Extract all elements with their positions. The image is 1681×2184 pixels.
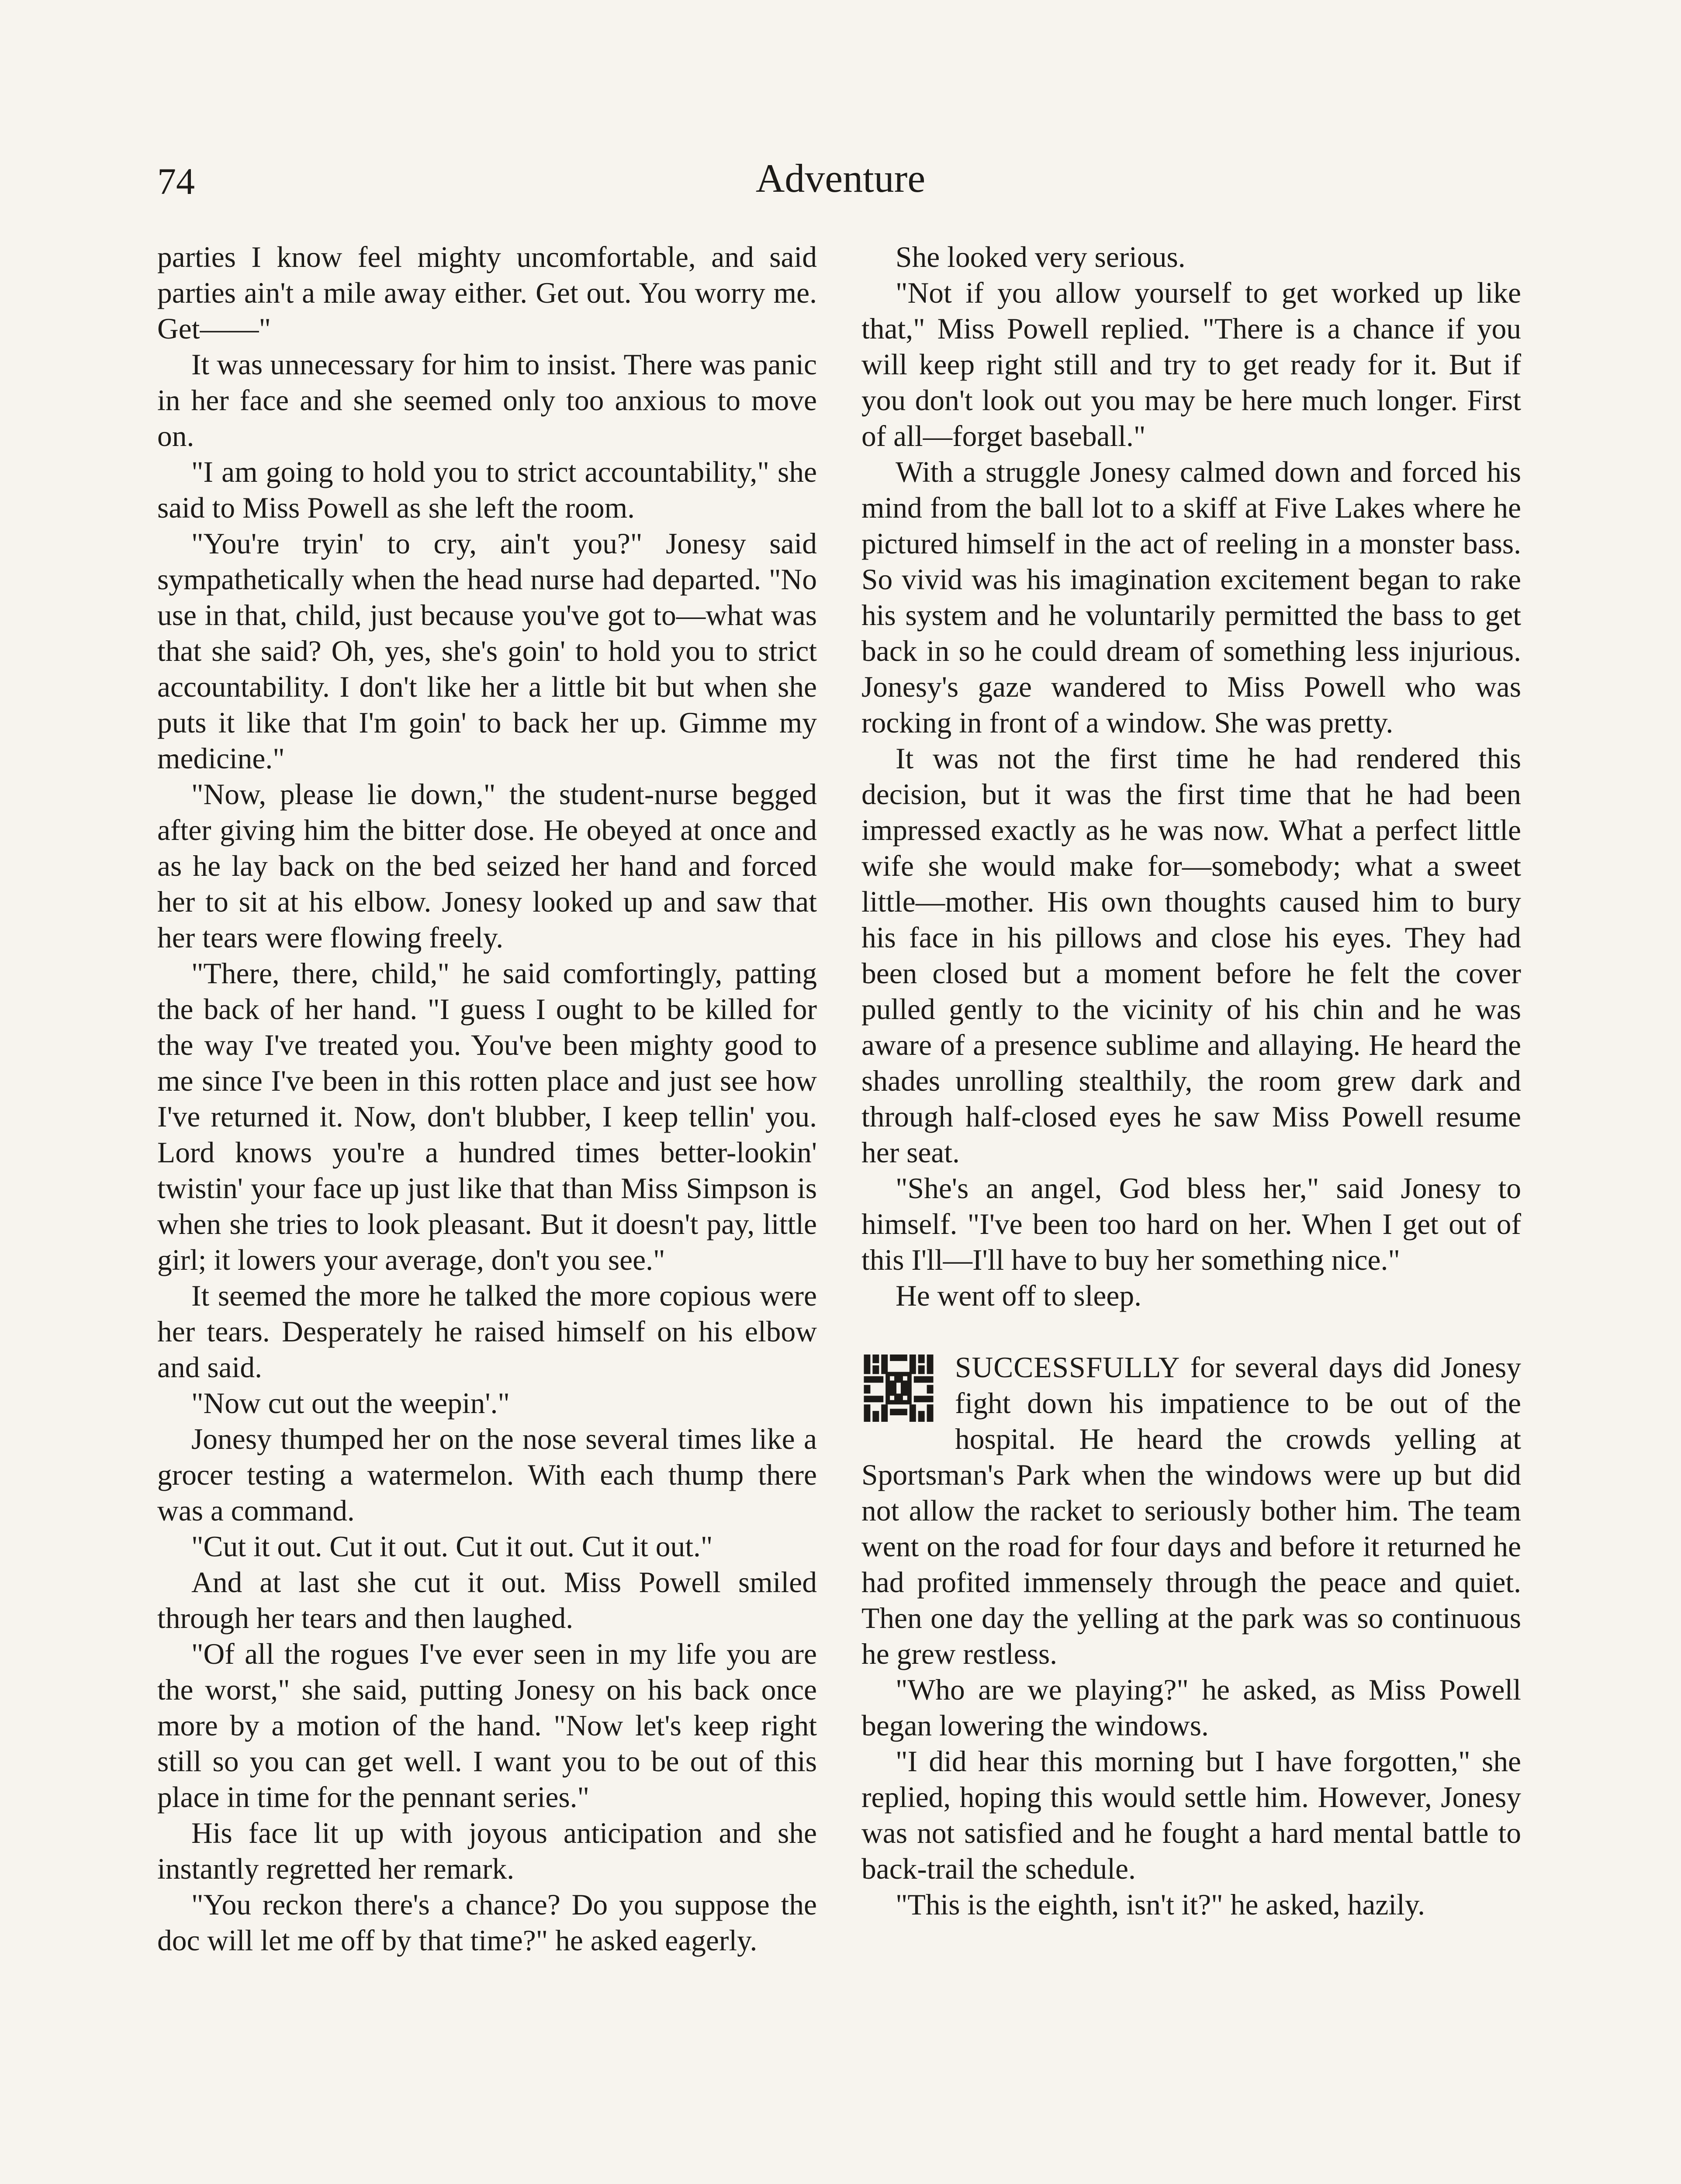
paragraph: "I did hear this morning but I have forgotten," she replied, hoping this would settle him. However, Jonesy was not satisfied and he fought a hard mental battle to back-trail the schedule. xyxy=(861,1745,1521,1885)
paragraph: Jonesy thumped her on the nose several times like a grocer testing a watermelon. With each thump there was a command. xyxy=(157,1423,817,1527)
ornament-icon xyxy=(861,1352,936,1424)
section-lead-paragraph xyxy=(861,1350,1521,1672)
section-break xyxy=(861,1314,1521,1350)
paragraph: "I am going to hold you to strict accountability," she said to Miss Powell as she left the room. xyxy=(157,456,817,524)
paragraph: It was not the first time he had rendered this decision, but it was the first time that he had been impressed exactly as he was now. What a perfect little wife she would make for—somebody; what a sweet little—mother. His own thoughts caused him to bury his face in his pillows and close his eyes. They had been closed but a moment before he felt the cover pulled gently to the vicinity of his chin and he was aware of a presence sublime and allaying. He heard the shades unrolling stealthily, the room grew dark and through half-closed eyes he saw Miss Powell resume her seat. xyxy=(861,742,1521,1169)
right-column xyxy=(861,239,1521,1923)
paragraph: She looked very serious. xyxy=(896,241,1186,273)
paragraph: "This is the eighth, isn't it?" he asked, hazily. xyxy=(896,1888,1425,1921)
paragraph: It was unnecessary for him to insist. There was panic in her face and she seemed only too anxious to move on. xyxy=(157,348,817,453)
lead-text: for several days did Jonesy fight down his impatience to be out of the hospital. He heard the crowds yelling at Sportsman's Park when the windows were up but did not allow the racket to seriously bother him. The team went on the road for four days and before it returned he had profited immensely through the peace and quiet. Then one day the yelling at the park was so continuous he grew restless. xyxy=(861,1351,1521,1670)
paragraph: "Cut it out. Cut it out. Cut it out. Cut it out." xyxy=(191,1530,713,1563)
paragraph: "Of all the rogues I've ever seen in my life you are the worst," she said, putting Jonesy on his back once more by a motion of the hand. "Now let's keep right still so you can get well. I want you to be out of this place in time for the pennant series." xyxy=(157,1638,817,1814)
paragraph: "Now, please lie down," the student-nurse begged after giving him the bitter dose. He obeyed at once and as he lay back on the bed seized her hand and forced her to sit at his elbow. Jonesy looked up and saw that her tears were flowing freely. xyxy=(157,778,817,954)
running-title: Adventure xyxy=(755,156,926,200)
paragraph: "Who are we playing?" he asked, as Miss Powell began lowering the windows. xyxy=(861,1673,1521,1742)
page-number: 74 xyxy=(157,160,195,202)
paragraph: parties I know feel mighty uncomfortable, and said parties ain't a mile away either. Get out. You worry me. Get——" xyxy=(157,241,817,345)
paragraph: His face lit up with joyous anticipation and she instantly regretted her remark. xyxy=(157,1817,817,1885)
lead-word: SUCCESSFULLY xyxy=(955,1351,1180,1384)
paragraph: And at last she cut it out. Miss Powell smiled through her tears and then laughed. xyxy=(157,1566,817,1635)
paragraph: "You reckon there's a chance? Do you suppose the doc will let me off by that time?" he asked eagerly. xyxy=(157,1888,817,1957)
paragraph: With a struggle Jonesy calmed down and forced his mind from the ball lot to a skiff at Five Lakes where he pictured himself in the act of reeling in a monster bass. So vivid was his imagination excitement began to rake his system and he voluntarily permitted the bass to get back in so he could dream of something less injurious. Jonesy's gaze wandered to Miss Powell who was rocking in front of a window. She was pretty. xyxy=(861,456,1521,739)
paragraph: He went off to sleep. xyxy=(896,1279,1141,1312)
paragraph: It seemed the more he talked the more copious were her tears. Desperately he raised himself on his elbow and said. xyxy=(157,1279,817,1384)
paragraph: "There, there, child," he said comfortingly, patting the back of her hand. "I guess I ought to be killed for the way I've treated you. You've been mighty good to me since I've been in this rotten place and just see how I've returned it. Now, don't blubber, I keep tellin' you. Lord knows you're a hundred times better-lookin' twistin' your face up just like that than Miss Simpson is when she tries to look pleasant. But it doesn't pay, little girl; it lowers your average, don't you see." xyxy=(157,957,817,1276)
left-column xyxy=(157,239,817,1959)
paragraph: "Now cut out the weepin'." xyxy=(191,1387,510,1420)
paragraph: "You're tryin' to cry, ain't you?" Jonesy said sympathetically when the head nurse had departed. "No use in that, child, just because you've got to—what was that she said? Oh, yes, she's goin' to hold you to strict accountability. I don't like her a little bit but when she puts it like that I'm goin' to back her up. Gimme my medicine." xyxy=(157,527,817,775)
paragraph: "She's an angel, God bless her," said Jonesy to himself. "I've been too hard on her. When I get out of this I'll—I'll have to buy her something nice." xyxy=(861,1172,1521,1276)
paragraph: "Not if you allow yourself to get worked up like that," Miss Powell replied. "There is a chance if you will keep right still and try to get ready for it. But if you don't look out you may be here much longer. First of all—forget baseball." xyxy=(861,276,1521,453)
